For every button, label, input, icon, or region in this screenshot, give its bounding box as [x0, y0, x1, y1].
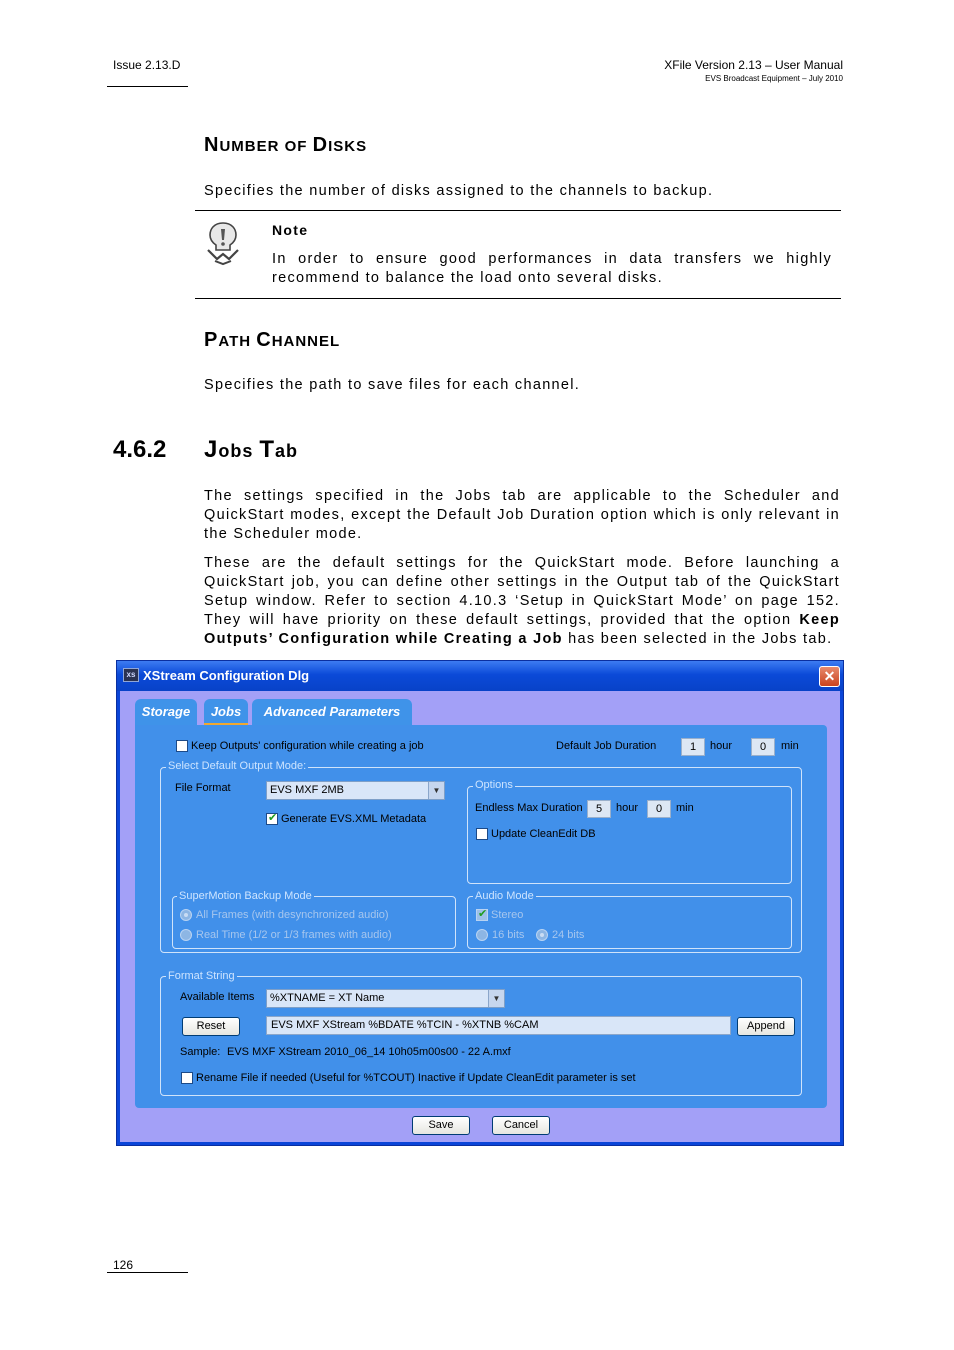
format-string-field[interactable]: EVS MXF XStream %BDATE %TCIN - %XTNB %CAM: [266, 1016, 731, 1035]
jobs-tab-para-2: These are the default settings for the QuickStart mode. Before launching a QuickStart job, you can define other settings in the Output tab of the QuickStart Setup window. Refer to section 4.10.3 ‘Setup in QuickStart Mode’ on page 152. They will have priority on these default settings, provided that the option Keep Outputs’ Configuration while Creating a Job has been selected in the Jobs tab.: [204, 555, 840, 647]
file-format-value: EVS MXF 2MB: [270, 784, 344, 796]
note-text: In order to ensure good performances in data transfers we highly recommend to balance the load onto several disks.: [272, 251, 832, 286]
format-string-group-title: Format String: [168, 970, 235, 982]
tab-advanced-parameters[interactable]: Advanced Parameters: [252, 699, 412, 726]
stereo-checkbox: [476, 909, 488, 921]
keep-outputs-label: Keep Outputs' configuration while creating a job: [191, 740, 424, 752]
min-label: min: [781, 740, 799, 752]
page-number: 126: [113, 1258, 134, 1272]
app-icon: xs: [123, 668, 139, 682]
chevron-down-icon[interactable]: ▼: [488, 990, 504, 1007]
audio-16-label: 16 bits: [492, 929, 525, 941]
footer-rule: [107, 1272, 188, 1273]
endless-min-field[interactable]: 0: [647, 800, 671, 818]
note-icon: [205, 220, 241, 266]
rename-file-checkbox[interactable]: [181, 1072, 193, 1084]
note-rule-bottom: [195, 298, 841, 299]
update-cleanedit-checkbox[interactable]: [476, 828, 488, 840]
dialog-titlebar: [117, 661, 843, 691]
heading-path-channel: PATH CHANNEL: [204, 329, 341, 351]
path-channel-text: Specifies the path to save files for each channel.: [204, 377, 581, 393]
duration-min-field[interactable]: 0: [751, 738, 775, 756]
dialog-client: [120, 691, 840, 1142]
jobs-panel: [135, 725, 827, 1108]
sm-all-frames-radio: [180, 909, 192, 921]
cancel-button[interactable]: Cancel: [492, 1116, 550, 1135]
tab-storage[interactable]: Storage: [135, 699, 197, 726]
generate-xml-label: Generate EVS.XML Metadata: [281, 813, 427, 825]
manual-title: XFile Version 2.13 – User Manual: [664, 58, 843, 72]
stereo-label: Stereo: [491, 909, 524, 921]
append-button[interactable]: Append: [737, 1017, 795, 1036]
duration-hours-field[interactable]: 1: [681, 738, 705, 756]
jobs-tab-para-1: The settings specified in the Jobs tab are applicable to the Scheduler and QuickStart modes, except the Default Job Duration option which is only relevant in the Scheduler mode.: [204, 488, 840, 542]
audio-24-radio: [536, 929, 548, 941]
section-number: 4.6.2: [113, 436, 167, 463]
file-format-label: File Format: [175, 782, 231, 794]
tab-jobs[interactable]: Jobs: [204, 699, 248, 726]
audio-mode-group: [467, 896, 792, 949]
default-job-duration-label: Default Job Duration: [556, 740, 657, 752]
sm-all-frames-label: All Frames (with desynchronized audio): [196, 909, 389, 921]
audio-24-label: 24 bits: [552, 929, 585, 941]
dialog-title: XStream Configuration Dlg: [143, 668, 310, 683]
heading-number-of-disks: NUMBER OF DISKS: [204, 134, 368, 156]
endless-min-label: min: [676, 802, 694, 814]
hour-label: hour: [710, 740, 733, 752]
endless-hours-field[interactable]: 5: [587, 800, 611, 818]
chevron-down-icon[interactable]: ▼: [428, 782, 444, 799]
save-button[interactable]: Save: [412, 1116, 470, 1135]
number-of-disks-text: Specifies the number of disks assigned to the channels to backup.: [204, 183, 714, 199]
endless-max-duration-label: Endless Max Duration: [475, 802, 583, 814]
supermotion-group-title: SuperMotion Backup Mode: [179, 890, 312, 902]
available-items-value: %XTNAME = XT Name: [270, 992, 385, 1004]
sm-real-time-label: Real Time (1/2 or 1/3 frames with audio): [196, 929, 392, 941]
available-items-label: Available Items: [180, 991, 255, 1003]
heading-jobs-tab: Jobs Tab: [204, 436, 299, 463]
note-rule-top: [195, 210, 841, 211]
endless-hour-label: hour: [616, 802, 639, 814]
file-format-dropdown[interactable]: [266, 781, 445, 800]
sample-value: EVS MXF XStream 2010_06_14 10h05m00s00 - 22 A.mxf: [227, 1046, 511, 1058]
supermotion-group: [172, 896, 456, 949]
issue-label: Issue 2.13.D: [113, 58, 181, 72]
select-output-group-title: Select Default Output Mode:: [168, 760, 307, 772]
audio-mode-group-title: Audio Mode: [475, 890, 534, 902]
sm-real-time-radio: [180, 929, 192, 941]
options-group-title: Options: [475, 779, 513, 791]
keep-outputs-checkbox[interactable]: [176, 740, 188, 752]
manual-subtitle: EVS Broadcast Equipment – July 2010: [705, 74, 843, 83]
update-cleanedit-label: Update CleanEdit DB: [491, 828, 596, 840]
note-title: Note: [272, 222, 309, 238]
header-rule: [107, 86, 188, 87]
xstream-config-dialog: [116, 660, 844, 1146]
close-icon[interactable]: ✕: [819, 666, 840, 687]
generate-xml-checkbox[interactable]: [266, 813, 278, 825]
available-items-dropdown[interactable]: [266, 989, 505, 1008]
reset-button[interactable]: Reset: [182, 1017, 240, 1036]
sample-label: Sample:: [180, 1046, 221, 1058]
rename-file-label: Rename File if needed (Useful for %TCOUT) Inactive if Update CleanEdit parameter is set: [196, 1072, 636, 1084]
audio-16-radio: [476, 929, 488, 941]
